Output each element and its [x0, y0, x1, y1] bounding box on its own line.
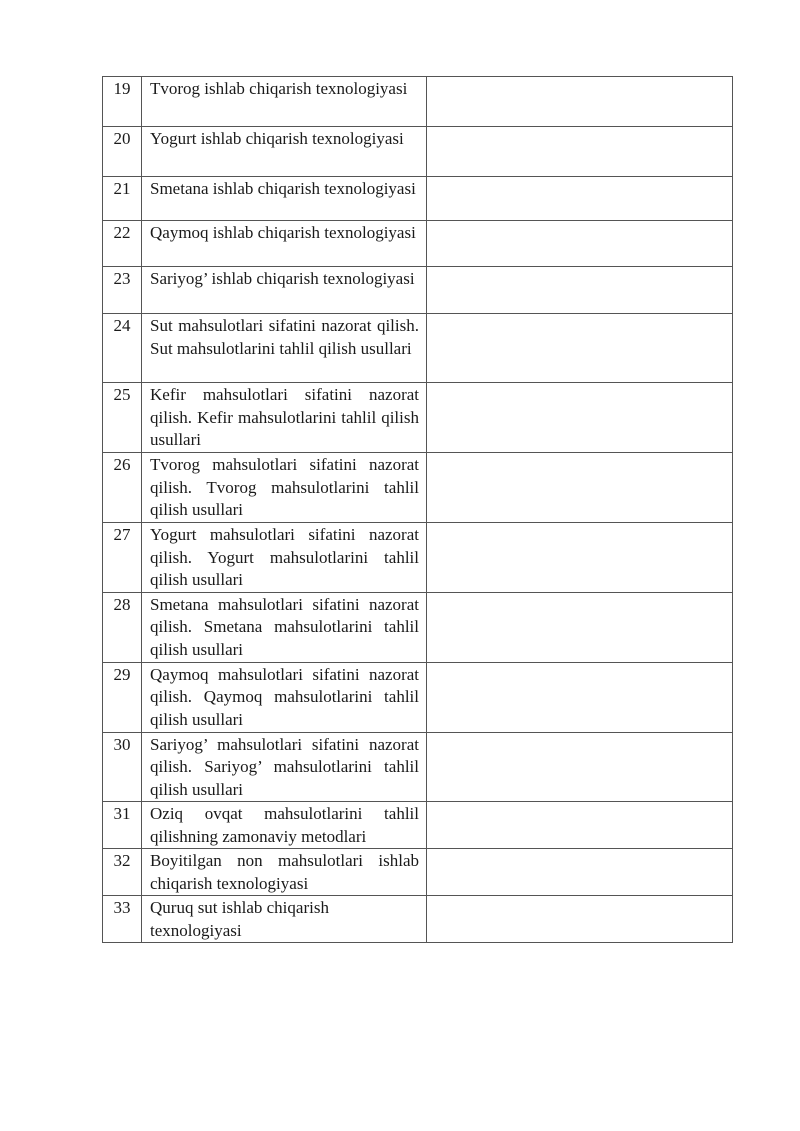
- row-number: 31: [103, 802, 142, 849]
- row-empty-cell: [427, 592, 733, 662]
- row-number: 20: [103, 127, 142, 177]
- row-title: Tvorog ishlab chiqarish texnologiyasi: [142, 77, 427, 127]
- table-row: [103, 77, 733, 127]
- row-empty-cell: [427, 177, 733, 221]
- row-number: 19: [103, 77, 142, 127]
- row-empty-cell: [427, 453, 733, 523]
- row-title: Boyitilgan non mahsulotlari ishlab chiqarish texnologiyasi: [142, 849, 427, 896]
- row-number: 24: [103, 314, 142, 383]
- row-number: 30: [103, 732, 142, 802]
- row-title: Oziq ovqat mahsulotlarini tahlil qilishning zamonaviy metodlari: [142, 802, 427, 849]
- row-title: Smetana mahsulotlari sifatini nazorat qilish. Smetana mahsulotlarini tahlil qilish usullari: [142, 592, 427, 662]
- row-empty-cell: [427, 267, 733, 314]
- row-title: Tvorog mahsulotlari sifatini nazorat qilish. Tvorog mahsulotlarini tahlil qilish usullari: [142, 453, 427, 523]
- table-row: [103, 592, 733, 662]
- row-number: 23: [103, 267, 142, 314]
- row-number: 32: [103, 849, 142, 896]
- row-title: Qaymoq ishlab chiqarish texnologiyasi: [142, 221, 427, 267]
- table-row: [103, 732, 733, 802]
- row-title: Sariyog’ ishlab chiqarish texnologiyasi: [142, 267, 427, 314]
- row-title: Smetana ishlab chiqarish texnologiyasi: [142, 177, 427, 221]
- row-number: 27: [103, 523, 142, 593]
- table-row: [103, 896, 733, 943]
- table-row: [103, 383, 733, 453]
- row-title: Yogurt mahsulotlari sifatini nazorat qilish. Yogurt mahsulotlarini tahlil qilish usullari: [142, 523, 427, 593]
- table-row: [103, 177, 733, 221]
- row-empty-cell: [427, 802, 733, 849]
- table-body: [103, 77, 733, 943]
- row-empty-cell: [427, 127, 733, 177]
- row-empty-cell: [427, 77, 733, 127]
- row-number: 29: [103, 662, 142, 732]
- topics-table: [102, 76, 733, 943]
- table-row: [103, 662, 733, 732]
- table-row: [103, 523, 733, 593]
- row-number: 33: [103, 896, 142, 943]
- table-row: [103, 221, 733, 267]
- row-title: Sariyog’ mahsulotlari sifatini nazorat qilish. Sariyog’ mahsulotlarini tahlil qilish usullari: [142, 732, 427, 802]
- row-title: Qaymoq mahsulotlari sifatini nazorat qilish. Qaymoq mahsulotlarini tahlil qilish usullari: [142, 662, 427, 732]
- table-row: [103, 127, 733, 177]
- row-empty-cell: [427, 732, 733, 802]
- table-row: [103, 453, 733, 523]
- table-row: [103, 849, 733, 896]
- row-empty-cell: [427, 314, 733, 383]
- row-title: Quruq sut ishlab chiqarish texnologiyasi: [142, 896, 427, 943]
- row-empty-cell: [427, 523, 733, 593]
- table-row: [103, 267, 733, 314]
- row-empty-cell: [427, 221, 733, 267]
- row-number: 22: [103, 221, 142, 267]
- row-title: Sut mahsulotlari sifatini nazorat qilish. Sut mahsulotlarini tahlil qilish usullari: [142, 314, 427, 383]
- row-title: Yogurt ishlab chiqarish texnologiyasi: [142, 127, 427, 177]
- row-number: 26: [103, 453, 142, 523]
- table-row: [103, 802, 733, 849]
- row-number: 25: [103, 383, 142, 453]
- row-empty-cell: [427, 383, 733, 453]
- row-empty-cell: [427, 896, 733, 943]
- row-empty-cell: [427, 662, 733, 732]
- row-number: 28: [103, 592, 142, 662]
- row-empty-cell: [427, 849, 733, 896]
- row-number: 21: [103, 177, 142, 221]
- row-title: Kefir mahsulotlari sifatini nazorat qilish. Kefir mahsulotlarini tahlil qilish usullari: [142, 383, 427, 453]
- table-row: [103, 314, 733, 383]
